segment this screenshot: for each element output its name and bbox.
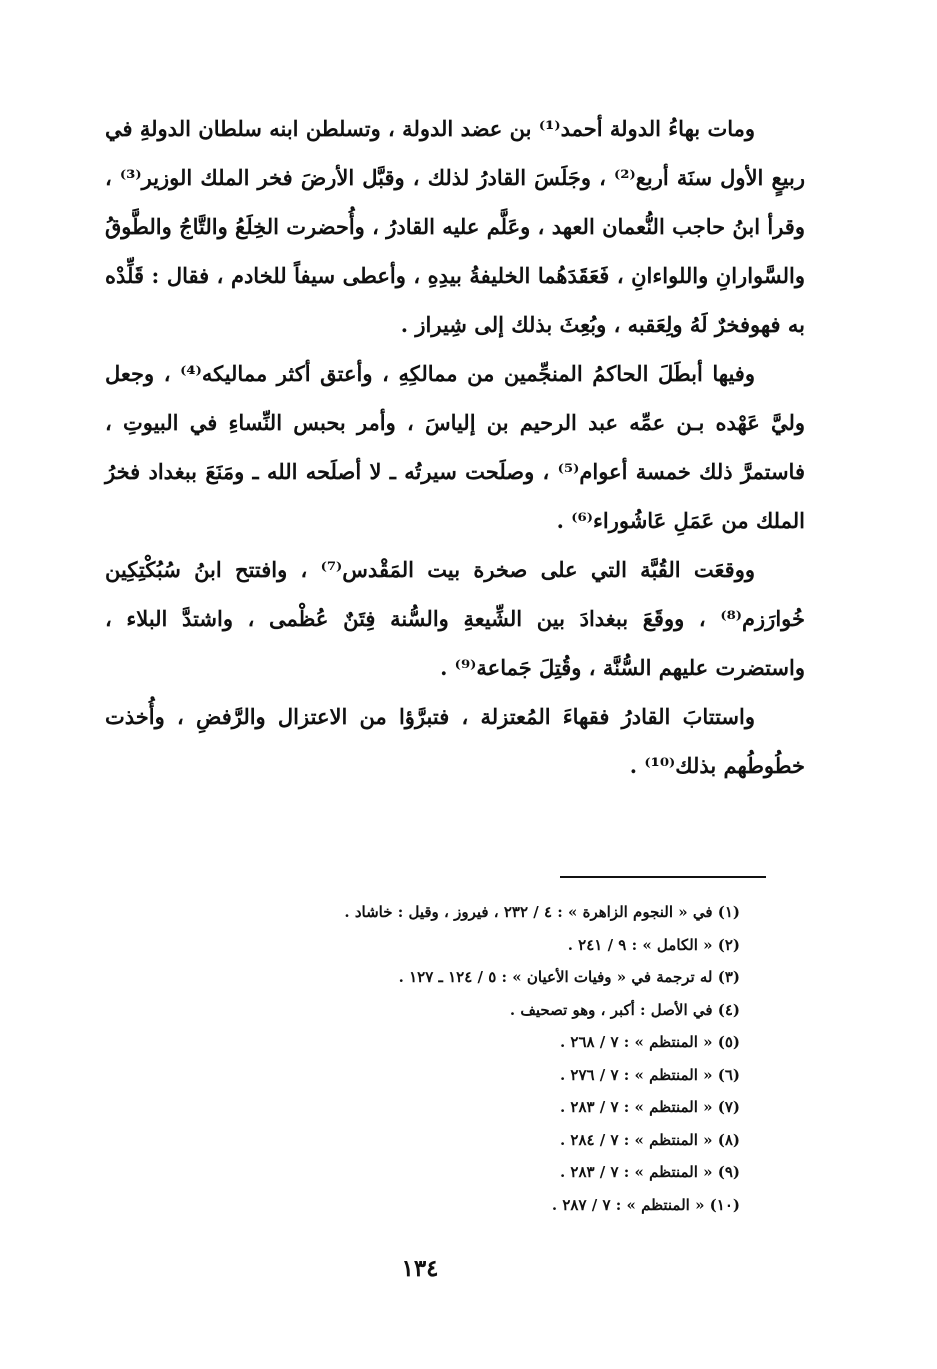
- main-text: [105, 104, 805, 790]
- footnote-2: (٢) « الكامل » : ٩ / ٢٤١ .: [567, 935, 740, 954]
- footnote-8: (٨) « المنتظم » : ٧ / ٢٨٤ .: [559, 1130, 740, 1149]
- footnote-5: (٥) « المنتظم » : ٧ / ٢٦٨ .: [559, 1033, 740, 1051]
- paragraph-1: ومات بهاءُ الدولة أحمد⁽¹⁾ بن عضد الدولة ، وتسلطن ابنه سلطان الدولةِ في ربيعٍ الأول سنَة أربع⁽²⁾ ، وجَلَسَ القادرُ لذلك ، وقبَّل الأرضَ فخر الملك الوزير⁽³⁾ ، وقرأ ابنُ حاجب النُّعمان العهد ، وعَلَّم عليه القادرُ ، وأُحضرت الخِلَعُ والتَّاجُ والطَّوقُ والسَّوارانِ واللواءانِ ، فَعَقَدَهُما الخليفةُ بيدِهِ ، وأعطى سيفاً للخادم ، فقال : قَلِّدْه به فهوفخرٌ لَهُ ولِعَقبه ، وبُعِثَ بذلك إلى شِيراز .: [105, 116, 805, 337]
- footnote-divider: [560, 876, 766, 878]
- page-number: ١٣٤: [401, 1255, 439, 1282]
- paragraph-2: وفيها أبطَلَ الحاكمُ المنجِّمين من ممالكِهِ ، وأعتق أكثر مماليكه⁽⁴⁾ ، وجعل وليَّ عَهْده بـن عمِّه عبد الرحيم بن إلياسَ ، وأمر بحبس النِّساءِ في البيوتِ ، فاستمرَّ ذلك خمسة أعوام⁽⁵⁾ ، وصلَحت سيرتُه ـ لا أصلَحه الله ـ ومَنَعَ ببغداد فخرُ الملك من عَمَلِ عَاشُوراء⁽⁶⁾ .: [105, 361, 805, 533]
- footnote-3: (٣) له ترجمة في « وفيات الأعيان » : ٥ / ١٢٤ ـ ١٢٧ .: [398, 968, 740, 986]
- paragraph-3: ووقعَت القُبَّة التي على صخرة بيت المَقْدس⁽⁷⁾ ، وافتتح ابنُ سُبُكْتِكِين خُوارَزم⁽⁸⁾ ، ووقَعَ ببغدادَ بين الشِّيعةِ والسُّنة فِتَنٌ عُظْمى ، واشتدَّ البلاء ، واستضرت عليهم السُّنَّة ، وقُتِلَ جَماعة⁽⁹⁾ .: [105, 557, 805, 680]
- footnote-7: (٧) « المنتظم » : ٧ / ٢٨٣ .: [559, 1098, 740, 1116]
- footnote-6: (٦) « المنتظم » : ٧ / ٢٧٦ .: [559, 1065, 740, 1084]
- footnote-9: (٩) « المنتظم » : ٧ / ٢٨٣ .: [559, 1163, 740, 1181]
- footnote-1: (١) في « النجوم الزاهرة » : ٤ / ٢٣٢ ، فيروز ، وقيل : خاشاد .: [344, 903, 740, 921]
- paragraph-4: واستتابَ القادرُ فقهاءَ المُعتزلة ، فتبرَّؤا من الاعتزال والرَّفضِ ، وأُخذت خطُوطُهم بذلك⁽¹⁰⁾ .: [105, 704, 805, 778]
- footnotes: [230, 896, 740, 1221]
- footnote-10: (١٠) « المنتظم » : ٧ / ٢٨٧ .: [551, 1195, 740, 1214]
- footnote-4: (٤) في الأصل : أكبر ، وهو تصحيف .: [509, 1000, 740, 1019]
